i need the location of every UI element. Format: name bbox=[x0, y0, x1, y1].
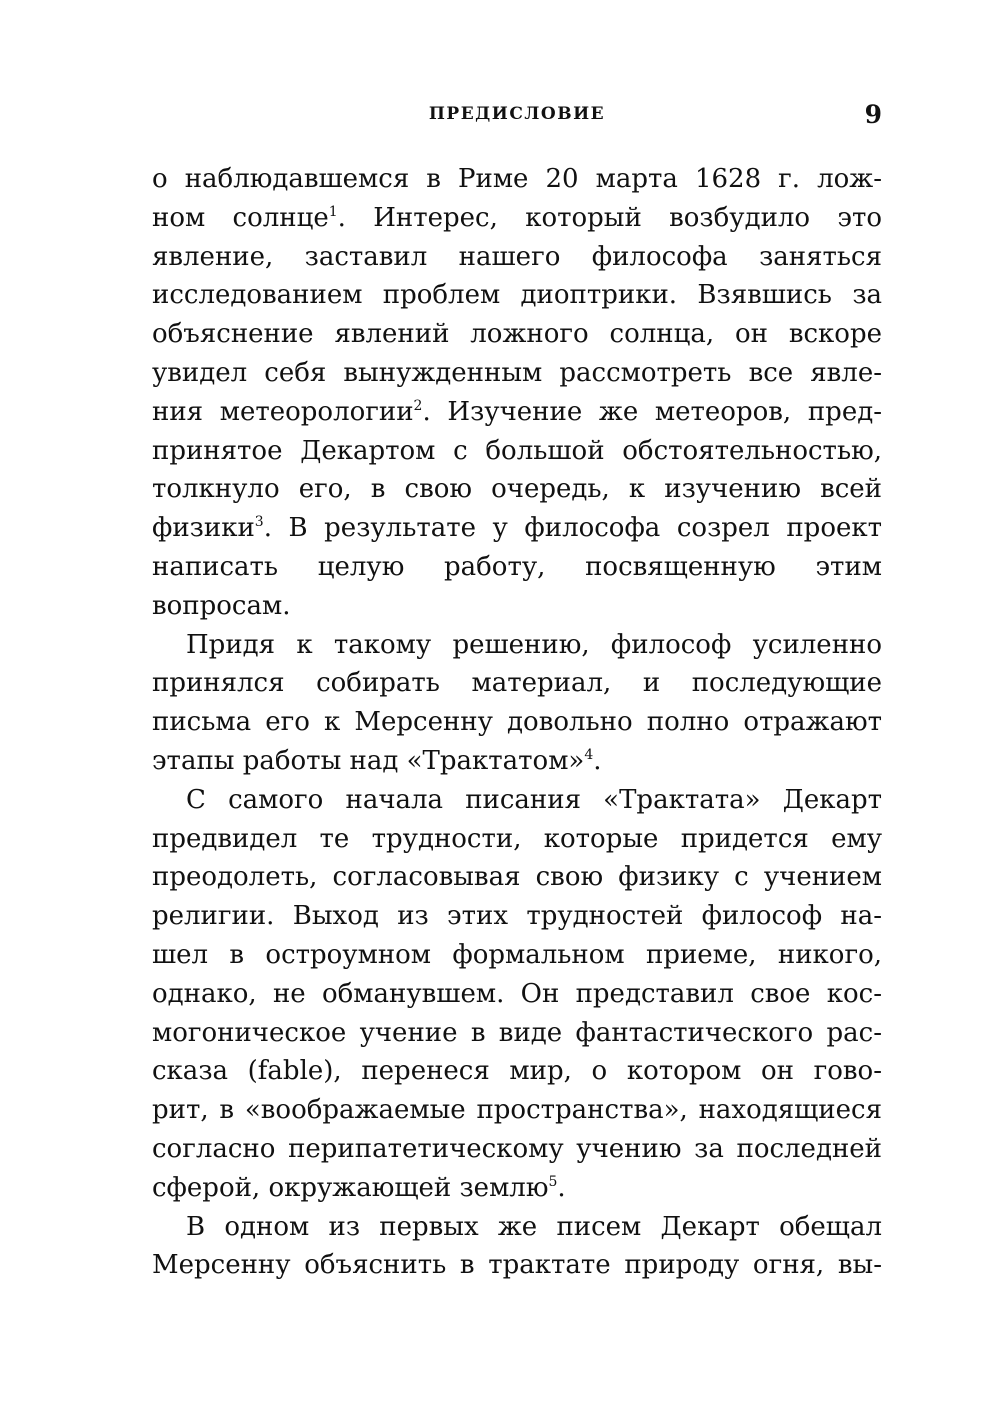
text-fragment: . Изучение же метеоров, пред- bbox=[422, 396, 882, 427]
text-line: принялся собирать материал, и последующие bbox=[152, 668, 882, 699]
text-line: В одном из первых же писем Декарт обещал bbox=[186, 1211, 882, 1242]
text-line: преодолеть, согласовывая свою физику с учением bbox=[152, 862, 882, 893]
main-text bbox=[152, 160, 882, 1285]
footnote-ref-5[interactable]: 5 bbox=[548, 1173, 558, 1190]
text-line: объяснение явлений ложного солнца, он вскоре bbox=[152, 319, 882, 350]
text-line: написать целую работу, посвященную этим bbox=[152, 551, 882, 582]
text-line: Мерсенну объяснить в трактате природу огня, вы- bbox=[152, 1250, 882, 1281]
text-line: увидел себя вынужденным рассмотреть все явле- bbox=[152, 357, 882, 388]
paragraph-2 bbox=[152, 626, 882, 781]
text-line bbox=[152, 393, 882, 432]
text-line: согласно перипатетическому учению за последней bbox=[152, 1133, 882, 1164]
text-line: С самого начала писания «Трактата» Декарт bbox=[186, 784, 882, 815]
text-line: явление, заставил нашего философа заняться bbox=[152, 241, 882, 272]
footnote-ref-3[interactable]: 3 bbox=[254, 514, 264, 531]
text-line bbox=[152, 509, 882, 548]
text-line: вопросам. bbox=[152, 590, 291, 621]
text-line: исследованием проблем диоптрики. Взявшись за bbox=[152, 280, 882, 311]
text-line: сферой, окружающей землю$^5$. bbox=[152, 1172, 566, 1203]
footnote-ref-1[interactable]: 1 bbox=[328, 204, 338, 220]
text-fragment: физики bbox=[152, 513, 255, 544]
text-line: могоническое учение в виде фантастического рас- bbox=[152, 1017, 882, 1048]
text-fragment: этапы работы над «Трактатом» bbox=[152, 745, 585, 776]
text-line: предвидел те трудности, которые придется ему bbox=[152, 823, 882, 854]
text-fragment: . В результате у философа созрел проект bbox=[263, 513, 882, 544]
text-fragment: . Интерес, который возбудило это bbox=[337, 202, 883, 233]
paragraph-1 bbox=[152, 160, 882, 626]
footnote-ref-2[interactable]: 2 bbox=[413, 397, 423, 414]
text-fragment: ном солнце bbox=[152, 202, 329, 233]
text-line: однако, не обманувшем. Он представил свое кос- bbox=[152, 978, 882, 1009]
page-number: 9 bbox=[864, 100, 882, 129]
running-head bbox=[152, 100, 882, 130]
text-fragment: ния метеорологии bbox=[152, 396, 414, 427]
text-line: о наблюдавшемся в Риме 20 марта 1628 г. лож- bbox=[152, 164, 882, 194]
text-line bbox=[152, 199, 882, 238]
text-line: шел в остроумном формальном приеме, никого, bbox=[152, 939, 882, 970]
text-line: принятое Декартом с большой обстоятельностью, bbox=[152, 435, 882, 466]
paragraph-3 bbox=[152, 781, 882, 1208]
text-line: этапы работы над «Трактатом»$^4$. bbox=[152, 745, 602, 776]
footnote-ref-4[interactable]: 4 bbox=[584, 747, 594, 764]
text-line: толкнуло его, в свою очередь, к изучению всей bbox=[152, 474, 882, 505]
running-title: ПРЕДИСЛОВИЕ bbox=[428, 104, 606, 124]
text-line: религии. Выход из этих трудностей философ на- bbox=[152, 901, 882, 932]
text-line: рит, в «воображаемые пространства», находящиеся bbox=[152, 1095, 882, 1126]
text-line: сказа (fable), перенеся мир, о котором он гово- bbox=[152, 1056, 882, 1087]
text-line: Придя к такому решению, философ усиленно bbox=[186, 629, 882, 660]
paragraph-4 bbox=[152, 1208, 882, 1286]
text-fragment: сферой, окружающей землю bbox=[152, 1172, 549, 1203]
text-line: письма его к Мерсенну довольно полно отражают bbox=[152, 707, 882, 738]
